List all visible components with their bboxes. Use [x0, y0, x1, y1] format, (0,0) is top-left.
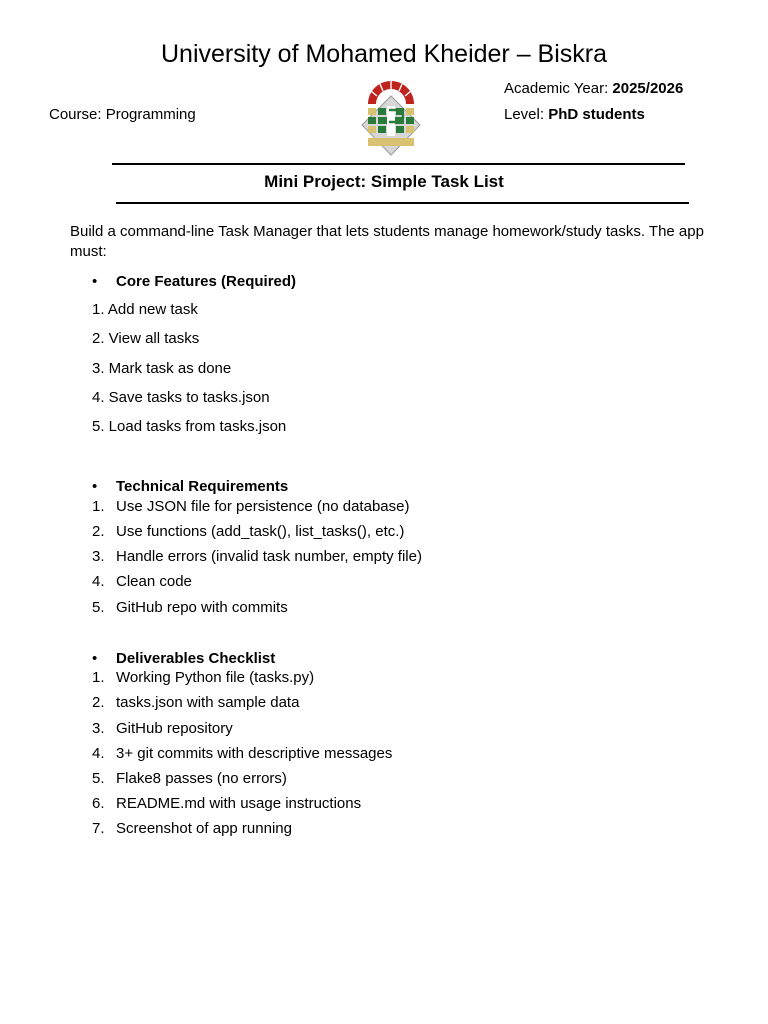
item-number: 3.: [92, 548, 105, 565]
top-divider: [112, 163, 685, 165]
item-number: 4.: [92, 745, 105, 762]
bullet-icon: •: [92, 650, 98, 667]
item-text: 3+ git commits with descriptive messages: [116, 745, 393, 762]
item-number: 4.: [92, 573, 105, 590]
item-text: README.md with usage instructions: [116, 795, 362, 812]
item-text: GitHub repository: [116, 720, 233, 737]
item-number: 5.: [92, 599, 105, 616]
list-item: 4. Save tasks to tasks.json: [92, 389, 270, 406]
item-text: tasks.json with sample data: [116, 694, 300, 711]
list-item: 2. View all tasks: [92, 330, 200, 347]
course-value: Programming: [105, 106, 196, 123]
university-title: University of Mohamed Kheider – Biskra: [160, 40, 608, 68]
item-number: 5.: [92, 770, 105, 787]
item-text: Flake8 passes (no errors): [116, 770, 287, 787]
intro-paragraph: Build a command-line Task Manager that lets students manage homework/study tasks. The app must:: [70, 223, 704, 260]
year-label: Academic Year:: [504, 80, 613, 97]
level-info: [504, 106, 645, 123]
level-value: PhD students: [548, 106, 645, 123]
heading-text: Core Features (Required): [116, 273, 297, 290]
item-number: 6.: [92, 795, 105, 812]
university-logo-icon: [358, 80, 424, 158]
list-item: 5. Load tasks from tasks.json: [92, 418, 287, 435]
academic-year: [504, 80, 683, 97]
item-number: 2.: [92, 523, 105, 540]
year-value: 2025/2026: [612, 80, 684, 97]
item-number: 1.: [92, 498, 105, 515]
item-text: Use functions (add_task(), list_tasks(), etc.): [116, 523, 405, 540]
item-text: Working Python file (tasks.py): [116, 669, 315, 686]
item-number: 7.: [92, 820, 105, 837]
item-number: 3.: [92, 720, 105, 737]
item-number: 1.: [92, 669, 105, 686]
item-number: 2.: [92, 694, 105, 711]
item-text: Screenshot of app running: [116, 820, 292, 837]
list-item: 3. Mark task as done: [92, 360, 232, 377]
bottom-divider: [116, 202, 689, 204]
item-text: GitHub repo with commits: [116, 599, 288, 616]
item-text: Clean code: [116, 573, 192, 590]
level-label: Level:: [504, 106, 549, 123]
item-text: Use JSON file for persistence (no database): [116, 498, 410, 515]
item-text: Handle errors (invalid task number, empty file): [116, 548, 422, 565]
project-title: Mini Project: Simple Task List: [264, 172, 504, 191]
bullet-icon: •: [92, 478, 98, 495]
list-item: 1. Add new task: [92, 301, 198, 318]
course-label: Course:: [49, 106, 106, 123]
heading-text: Deliverables Checklist: [116, 650, 276, 667]
heading-text: Technical Requirements: [116, 478, 289, 495]
course-info: [49, 106, 196, 123]
bullet-icon: •: [92, 273, 98, 290]
